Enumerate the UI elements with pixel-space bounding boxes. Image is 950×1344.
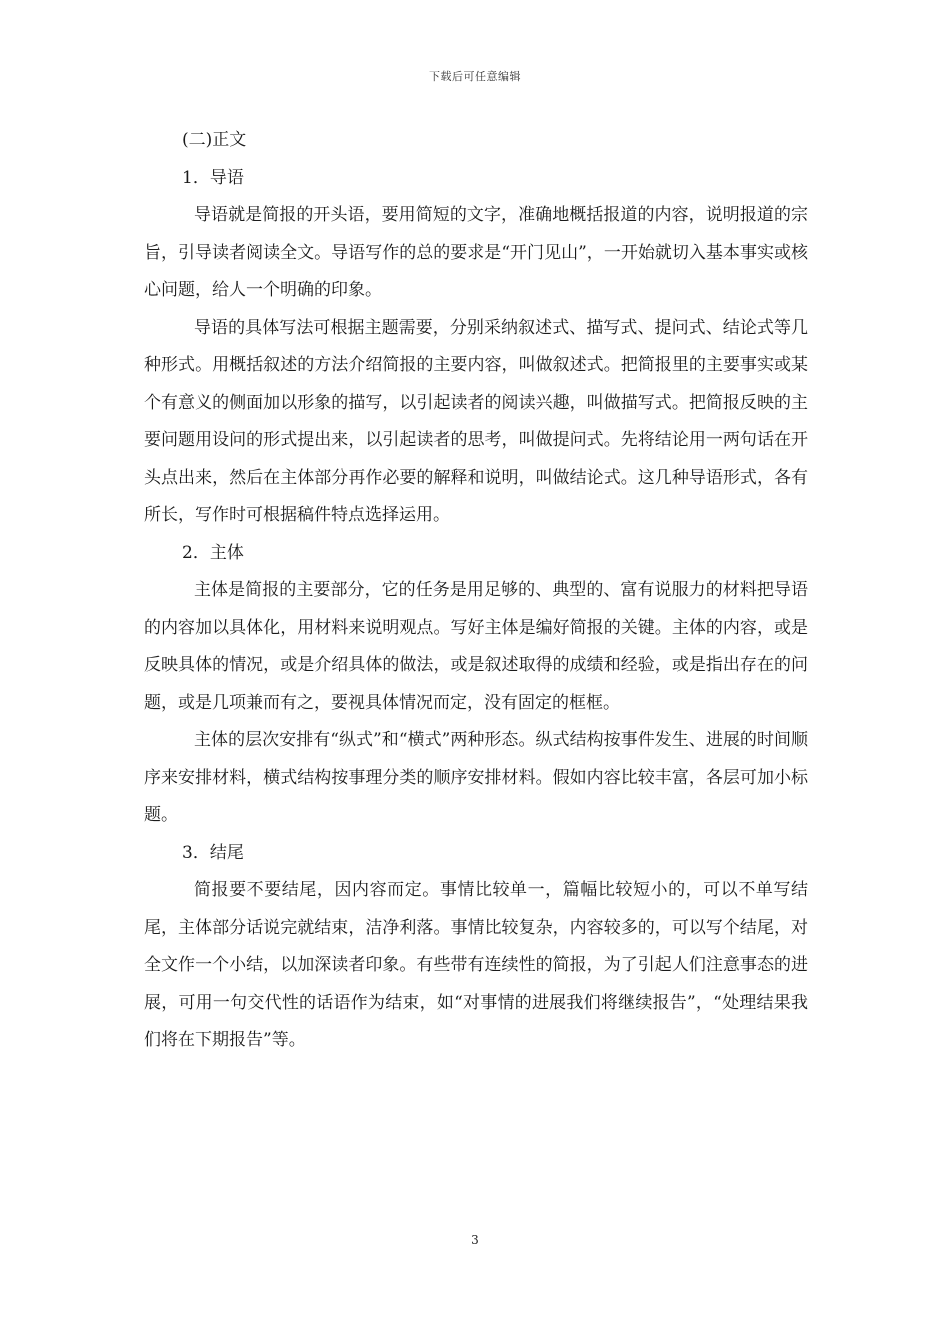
paragraph-daoyu-definition: 导语就是简报的开头语，要用简短的文字，准确地概括报道的内容，说明报道的宗旨，引导读者阅读全文。导语写作的总的要求是“开门见山”，一开始就切入基本事实或核心问题，给人一个明确的印象。 xyxy=(144,205,808,300)
page-number: 3 xyxy=(471,1233,479,1247)
subheading-daoyu: 1．导语 xyxy=(182,167,244,188)
header-note: 下载后可任意编辑 xyxy=(429,70,521,83)
subheading-jiewei: 3．结尾 xyxy=(182,842,244,863)
subheading-zhuti: 2．主体 xyxy=(182,542,244,563)
paragraph-jiewei: 简报要不要结尾，因内容而定。事情比较单一，篇幅比较短小的，可以不单写结尾，主体部分话说完就结束，洁净利落。事情比较复杂，内容较多的，可以写个结尾，对全文作一个小结，以加深读者印象。有些带有连续性的简报，为了引起人们注意事态的进展，可用一句交代性的话语作为结束，如“对事情的进展我们将继续报告”，“处理结果我们将在下期报告”等。 xyxy=(144,880,808,1050)
section-heading-zhengwen: (二)正文 xyxy=(182,130,247,150)
paragraph-zhuti-definition: 主体是简报的主要部分，它的任务是用足够的、典型的、富有说服力的材料把导语的内容加以具体化，用材料来说明观点。写好主体是编好简报的关键。主体的内容，或是反映具体的情况，或是介绍具体的做法，或是叙述取得的成绩和经验，或是指出存在的问题，或是几项兼而有之，要视具体情况而定，没有固定的框框。 xyxy=(144,580,808,713)
paragraph-zhuti-structure: 主体的层次安排有“纵式”和“横式”两种形态。纵式结构按事件发生、进展的时间顺序来安排材料，横式结构按事理分类的顺序安排材料。假如内容比较丰富，各层可加小标题。 xyxy=(144,730,808,825)
document-body xyxy=(144,122,808,1060)
paragraph-daoyu-forms: 导语的具体写法可根据主题需要，分别采纳叙述式、描写式、提问式、结论式等几种形式。用概括叙述的方法介绍简报的主要内容，叫做叙述式。把简报里的主要事实或某个有意义的侧面加以形象的描写，以引起读者的阅读兴趣，叫做描写式。把简报反映的主要问题用设问的形式提出来，以引起读者的思考，叫做提问式。先将结论用一两句话在开头点出来，然后在主体部分再作必要的解释和说明，叫做结论式。这几种导语形式，各有所长，写作时可根据稿件特点选择运用。 xyxy=(144,317,808,525)
